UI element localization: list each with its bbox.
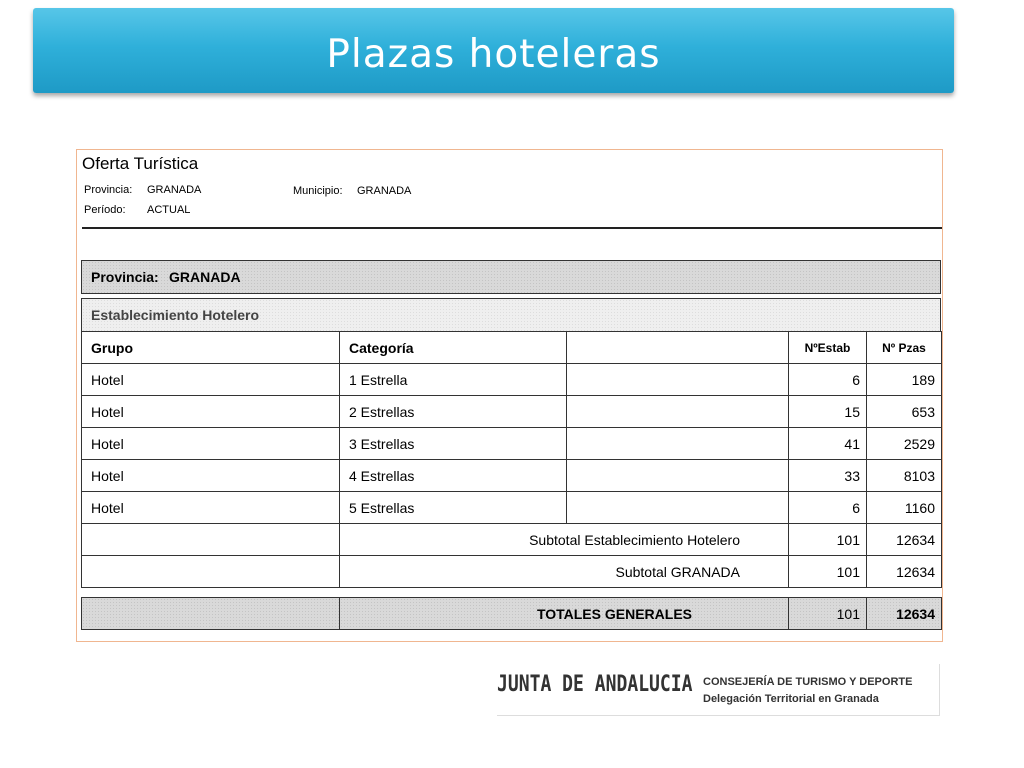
cell-categoria: 2 Estrellas [340,396,567,428]
provincia-bar-label: Provincia: [91,269,159,285]
periodo-value: ACTUAL [147,204,191,216]
subtotal-granada-label: Subtotal GRANADA [340,556,789,588]
subtotal-granada-estab: 101 [789,556,867,588]
title-banner [33,8,954,93]
totales-row [82,598,942,630]
cell-pzas: 2529 [867,428,942,460]
table-row [82,492,942,524]
col-categoria: Categoría [340,332,567,364]
cell-categoria: 4 Estrellas [340,460,567,492]
cell-estab: 41 [789,428,867,460]
cell-pzas: 8103 [867,460,942,492]
subtotal-granada-pzas: 12634 [867,556,942,588]
periodo-label: Período: [84,204,126,216]
cell-grupo: Hotel [82,460,340,492]
totales-label: TOTALES GENERALES [340,598,789,630]
cell-grupo: Hotel [82,364,340,396]
header-divider [82,227,942,229]
cell-grupo: Hotel [82,492,340,524]
col-estab: NºEstab [789,332,867,364]
col-grupo: Grupo [82,332,340,364]
cell-grupo: Hotel [82,428,340,460]
logo-line1: CONSEJERÍA DE TURISMO Y DEPORTE [703,676,913,688]
slide-title: Plazas hoteleras [326,32,661,77]
hotel-table [81,331,942,630]
table-header [82,332,942,364]
cell-estab: 6 [789,364,867,396]
provincia-label: Provincia: [84,184,133,196]
provincia-bar-value: GRANADA [169,269,241,285]
section-title: Establecimiento Hotelero [91,307,260,323]
cell-grupo: Hotel [82,396,340,428]
municipio-label: Municipio: [293,185,343,197]
cell-pzas: 189 [867,364,942,396]
table-row [82,396,942,428]
provincia-bar [81,260,941,294]
municipio-value: GRANADA [357,185,412,197]
col-pzas: Nº Pzas [867,332,942,364]
subtotal-granada-row [82,556,942,588]
subtotal-hotelero-pzas: 12634 [867,524,942,556]
section-bar [81,298,941,331]
cell-estab: 6 [789,492,867,524]
cell-categoria: 5 Estrellas [340,492,567,524]
junta-andalucia-logo [497,664,940,716]
cell-categoria: 1 Estrella [340,364,567,396]
col-empty [567,332,789,364]
subtotal-hotelero-label: Subtotal Establecimiento Hotelero [340,524,789,556]
totales-pzas: 12634 [867,598,942,630]
table-row [82,428,942,460]
subtotal-hotelero-estab: 101 [789,524,867,556]
totales-estab: 101 [789,598,867,630]
subtotal-hotelero-row [82,524,942,556]
cell-categoria: 3 Estrellas [340,428,567,460]
provincia-value: GRANADA [147,184,202,196]
table-row [82,460,942,492]
logo-line2: Delegación Territorial en Granada [703,693,879,705]
scanned-document [76,149,943,642]
document-title: Oferta Turística [82,154,199,173]
logo-name: JUNTA DE ANDALUCIA [497,672,693,697]
cell-estab: 33 [789,460,867,492]
cell-pzas: 1160 [867,492,942,524]
cell-estab: 15 [789,396,867,428]
cell-pzas: 653 [867,396,942,428]
table-row [82,364,942,396]
